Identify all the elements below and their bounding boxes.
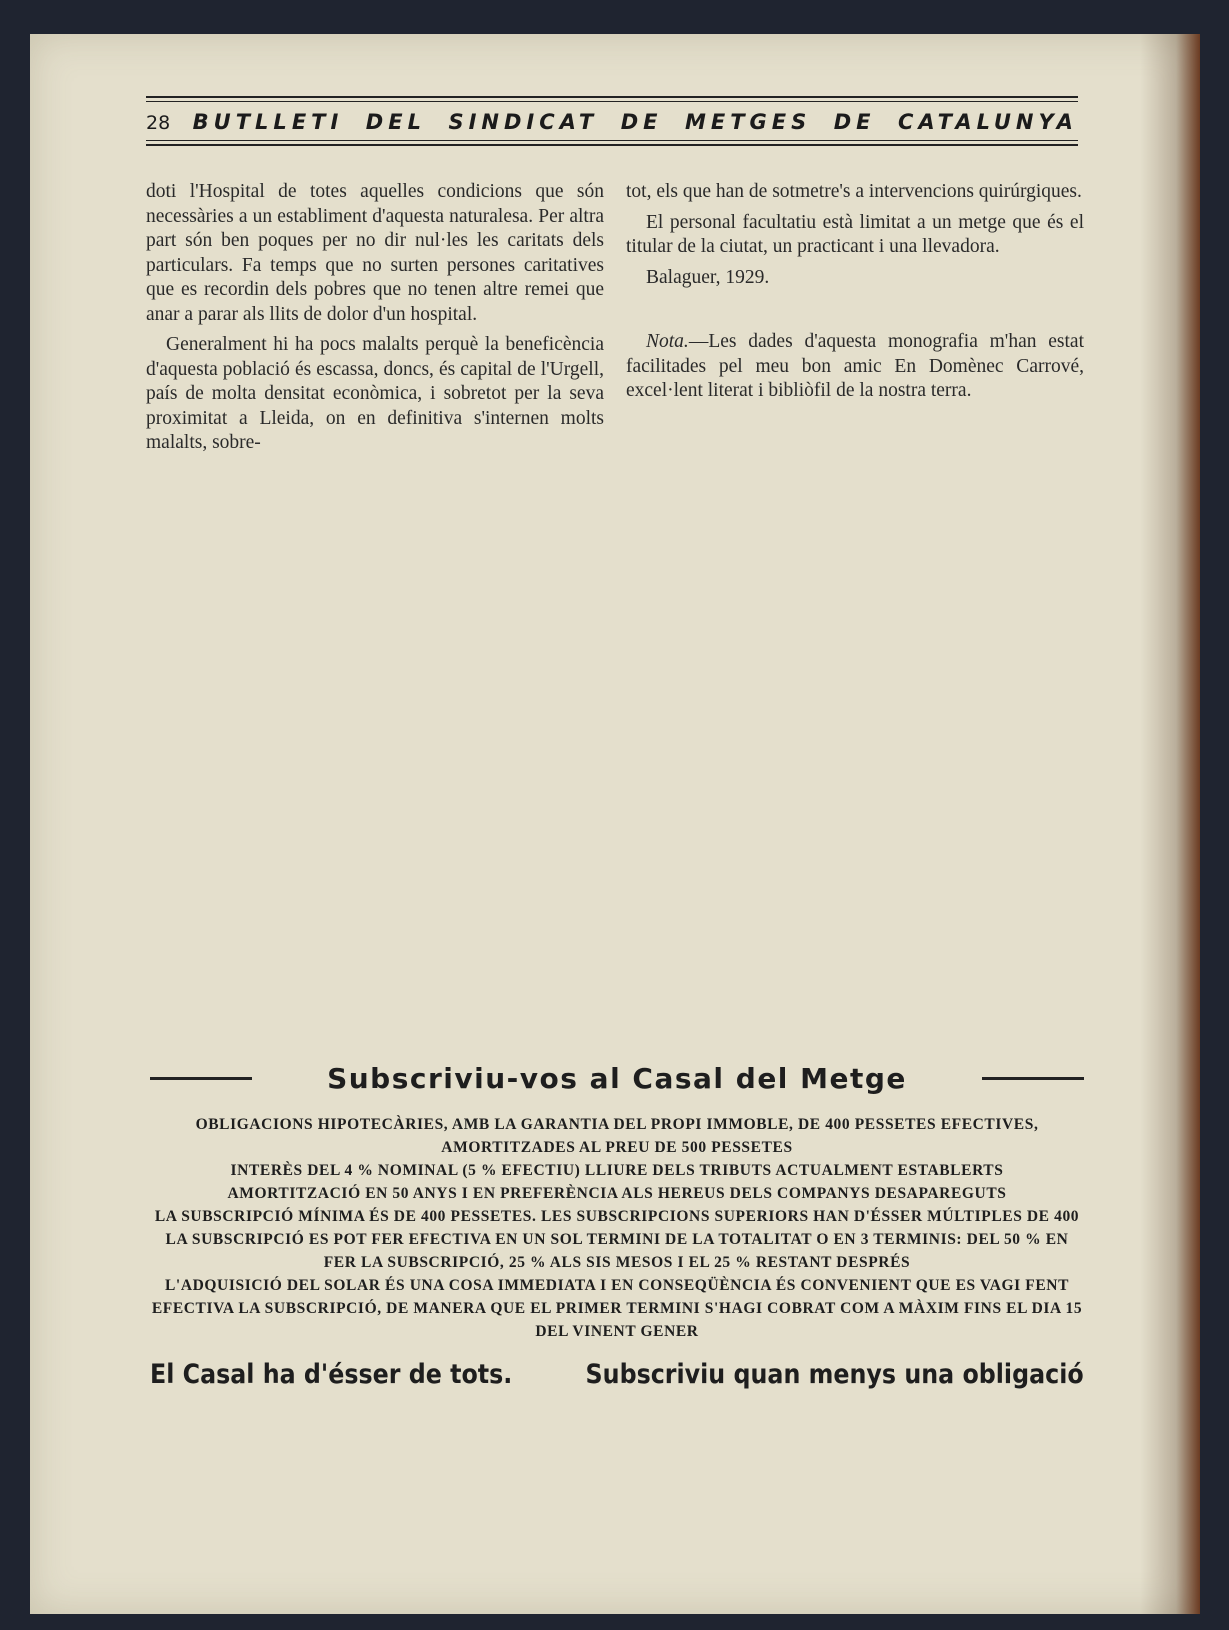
header-word: DE	[833, 110, 876, 134]
paragraph: doti l'Hospital de totes aquelles condicions que són necessàries a un establiment d'aquesta naturalesa. Per altra part són ben poques per no dir nul·les les caritats dels particulars. Fa temps que no surten persones caritatives que es recordin dels pobres que no tenen altre remei que anar a parar als llits de dolor d'un hospital.	[146, 181, 604, 325]
paragraph: Generalment hi ha pocs malalts perquè la beneficència d'aquesta població és escassa, doncs, és capital de l'Urgell, país de molta densitat econòmica, i sobretot per la seva proximitat a Lleida, on en definitiva s'internen molts malalts, sobre-	[146, 334, 604, 453]
header-rule-bottom-thin	[146, 140, 1078, 141]
header-rule-bottom	[146, 144, 1078, 146]
page-number: 28	[146, 112, 171, 134]
header-word: DE	[620, 110, 663, 134]
note-paragraph	[626, 330, 1084, 404]
header-word: CATALUNYA	[897, 110, 1078, 134]
page-edge-shadow	[1140, 34, 1200, 1614]
header-text	[146, 110, 1078, 134]
header-word: METGES	[684, 110, 812, 134]
paragraph: tot, els que han de sotmetre's a intervencions quirúrgiques.	[626, 181, 1082, 202]
header-word: BUTLLETI	[192, 110, 344, 134]
article-columns	[146, 180, 1084, 456]
ad-conditions	[150, 1113, 1084, 1343]
ad-condition: LA SUBSCRIPCIÓ ES POT FER EFECTIVA EN UN SOL TERMINI DE LA TOTALITAT O EN 3 TERMINIS: DEL 50 % EN FER LA SUBSCRIPCIÓ, 25 % ALS SIS MESOS I EL 25 % RESTANT DESPRÉS	[165, 1231, 1069, 1271]
header-word: SINDICAT	[448, 110, 599, 134]
note-label: Nota.	[646, 331, 689, 352]
ad-title-row	[150, 1062, 1084, 1095]
left-column	[146, 180, 604, 456]
note-text: —Les dades d'aquesta monografia m'han estat facilitades pel meu bon amic En Domènec Carrové, excel·lent literat i bibliòfil de la nostra terra.	[626, 331, 1084, 401]
place-date: Balaguer, 1929.	[646, 266, 770, 288]
running-header	[146, 60, 1078, 146]
ad-title-rule-right	[982, 1077, 1084, 1080]
ad-title-rule-left	[150, 1077, 252, 1080]
ad-slogan	[150, 1359, 1084, 1390]
ad-condition: AMORTITZACIÓ EN 50 ANYS I EN PREFERÈNCIA ALS HEREUS DELS COMPANYS DESAPAREGUTS	[227, 1185, 1007, 1202]
header-rule-top	[146, 96, 1078, 98]
ad-condition: L'ADQUISICIÓ DEL SOLAR ÉS UNA COSA IMMEDIATA I EN CONSEQÜÈNCIA ÉS CONVENIENT QUE ES VAGI FENT EFECTIVA LA SUBSCRIPCIÓ, DE MANERA QUE EL PRIMER TERMINI S'HAGI COBRAT COM A MÀXIM FINS EL DIA 15 DEL VINENT GENER	[151, 1277, 1083, 1340]
ad-title: Subscriviu-vos al Casal del Metge	[327, 1062, 907, 1095]
paragraph: El personal facultatiu està limitat a un metge que és el titular de la ciutat, un practicant i una llevadora.	[626, 211, 1084, 257]
ad-condition: OBLIGACIONS HIPOTECÀRIES, AMB LA GARANTIA DEL PROPI IMMOBLE, DE 400 PESSETES EFECTIVES, AMORTITZADES AL PREU DE 500 PESSETES	[195, 1116, 1039, 1156]
header-rule-top-thin	[146, 101, 1078, 102]
ad-condition: LA SUBSCRIPCIÓ MÍNIMA ÉS DE 400 PESSETES. LES SUBSCRIPCIONS SUPERIORS HAN D'ÉSSER MÚLTIPLES DE 400	[154, 1208, 1080, 1225]
header-word: DEL	[365, 110, 426, 134]
slogan-left: El Casal ha d'ésser de tots.	[150, 1359, 513, 1390]
slogan-right: Subscriviu quan menys una obligació	[585, 1359, 1084, 1390]
advertisement	[150, 1062, 1084, 1390]
right-column	[626, 180, 1084, 456]
ad-condition: INTERÈS DEL 4 % NOMINAL (5 % EFECTIU) LLIURE DELS TRIBUTS ACTUALMENT ESTABLERTS	[230, 1162, 1004, 1179]
